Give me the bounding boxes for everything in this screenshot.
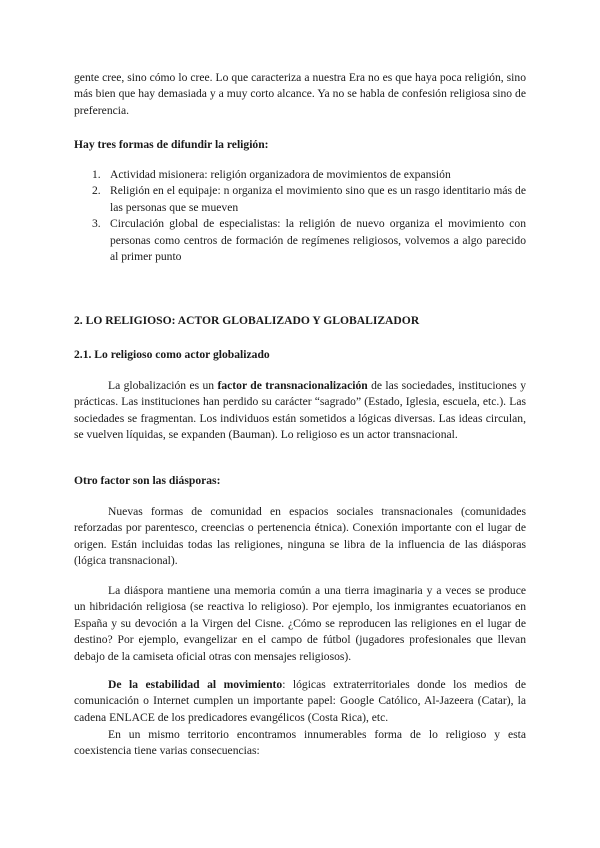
forms-heading: Hay tres formas de difundir la religión: xyxy=(74,138,269,151)
list-number: 2. xyxy=(92,184,101,198)
list-number: 3. xyxy=(92,217,101,231)
stability-paragraph xyxy=(74,677,526,726)
list-item xyxy=(74,183,526,216)
diasporas-heading: Otro factor son las diásporas: xyxy=(74,474,221,487)
list-item-text: Circulación global de especialistas: la religión de nuevo organiza el movimiento con personas como centros de formación de regímenes religiosos, volvemos a algo parecido al primer punto xyxy=(110,217,526,264)
paragraph-text: La globalización es un xyxy=(108,379,218,392)
subsection-heading: 2.1. Lo religioso como actor globalizado xyxy=(74,348,270,361)
communities-paragraph: Nuevas formas de comunidad en espacios sociales transnacionales (comunidades reforzadas por parentesco, creencias o pertenencia étnica). Conexión importante con el lugar de origen. Están incluidas todas las religiones, ninguna se libra de la influencia de las diásporas (lógica transnacional). xyxy=(74,505,526,568)
list-number: 1. xyxy=(92,168,101,181)
list-item-text: Religión en el equipaje: n organiza el movimiento sino que es un rasgo identitario más de las personas que se mueven xyxy=(110,184,526,214)
list-item-text: Actividad misionera: religión organizadora de movimientos de expansión xyxy=(110,168,451,181)
diaspora-paragraph: La diáspora mantiene una memoria común a una tierra imaginaria y a veces se produce un hibridación religiosa (se reactiva lo religioso). Por ejemplo, los inmigrantes ecuatorianos en España y su devoción a la Virgen del Cisne. ¿Cómo se reproducen las religiones en el lugar de destino? Por ejemplo, evangelizar en el campo de fútbol (jugadores profesionales que llevan debajo de la camiseta oficial otras con mensajes religiosos). xyxy=(74,584,526,663)
forms-list xyxy=(74,167,526,265)
intro-paragraph: gente cree, sino cómo lo cree. Lo que caracteriza a nuestra Era no es que haya poca religión, sino más bien que hay demasiada y a muy corto alcance. Ya no se habla de confesión religiosa sino de preferencia. xyxy=(74,71,526,117)
paragraph-text: de las sociedades, instituciones y prácticas. Las instituciones han perdido su carácter “sagrado” (Estado, Iglesia, escuela, etc.). Las sociedades se fragmentan. Los individuos están sometidos a lógicas diversas. Las ideas circulan, se vuelven líquidas, se expanden (Bauman). Lo religioso es un actor transnacional. xyxy=(74,379,526,442)
bold-term: De la estabilidad al movimiento xyxy=(108,678,283,691)
list-item xyxy=(74,216,526,265)
section-heading: 2. LO RELIGIOSO: ACTOR GLOBALIZADO Y GLOBALIZADOR xyxy=(74,314,420,327)
paragraph-text: : lógicas extraterritoriales donde los medios de comunicación o Internet cumplen un importante papel: Google Católico, Al-Jazeera (Catar), la cadena ENLACE de los predicadores evangélicos (Costa Rica), etc. xyxy=(74,678,526,724)
territory-paragraph: En un mismo territorio encontramos innumerables forma de lo religioso y esta coexistencia tiene varias consecuencias: xyxy=(74,728,526,758)
list-item xyxy=(74,167,526,183)
bold-term: factor de transnacionalización xyxy=(217,379,368,392)
globalization-paragraph xyxy=(74,378,526,444)
